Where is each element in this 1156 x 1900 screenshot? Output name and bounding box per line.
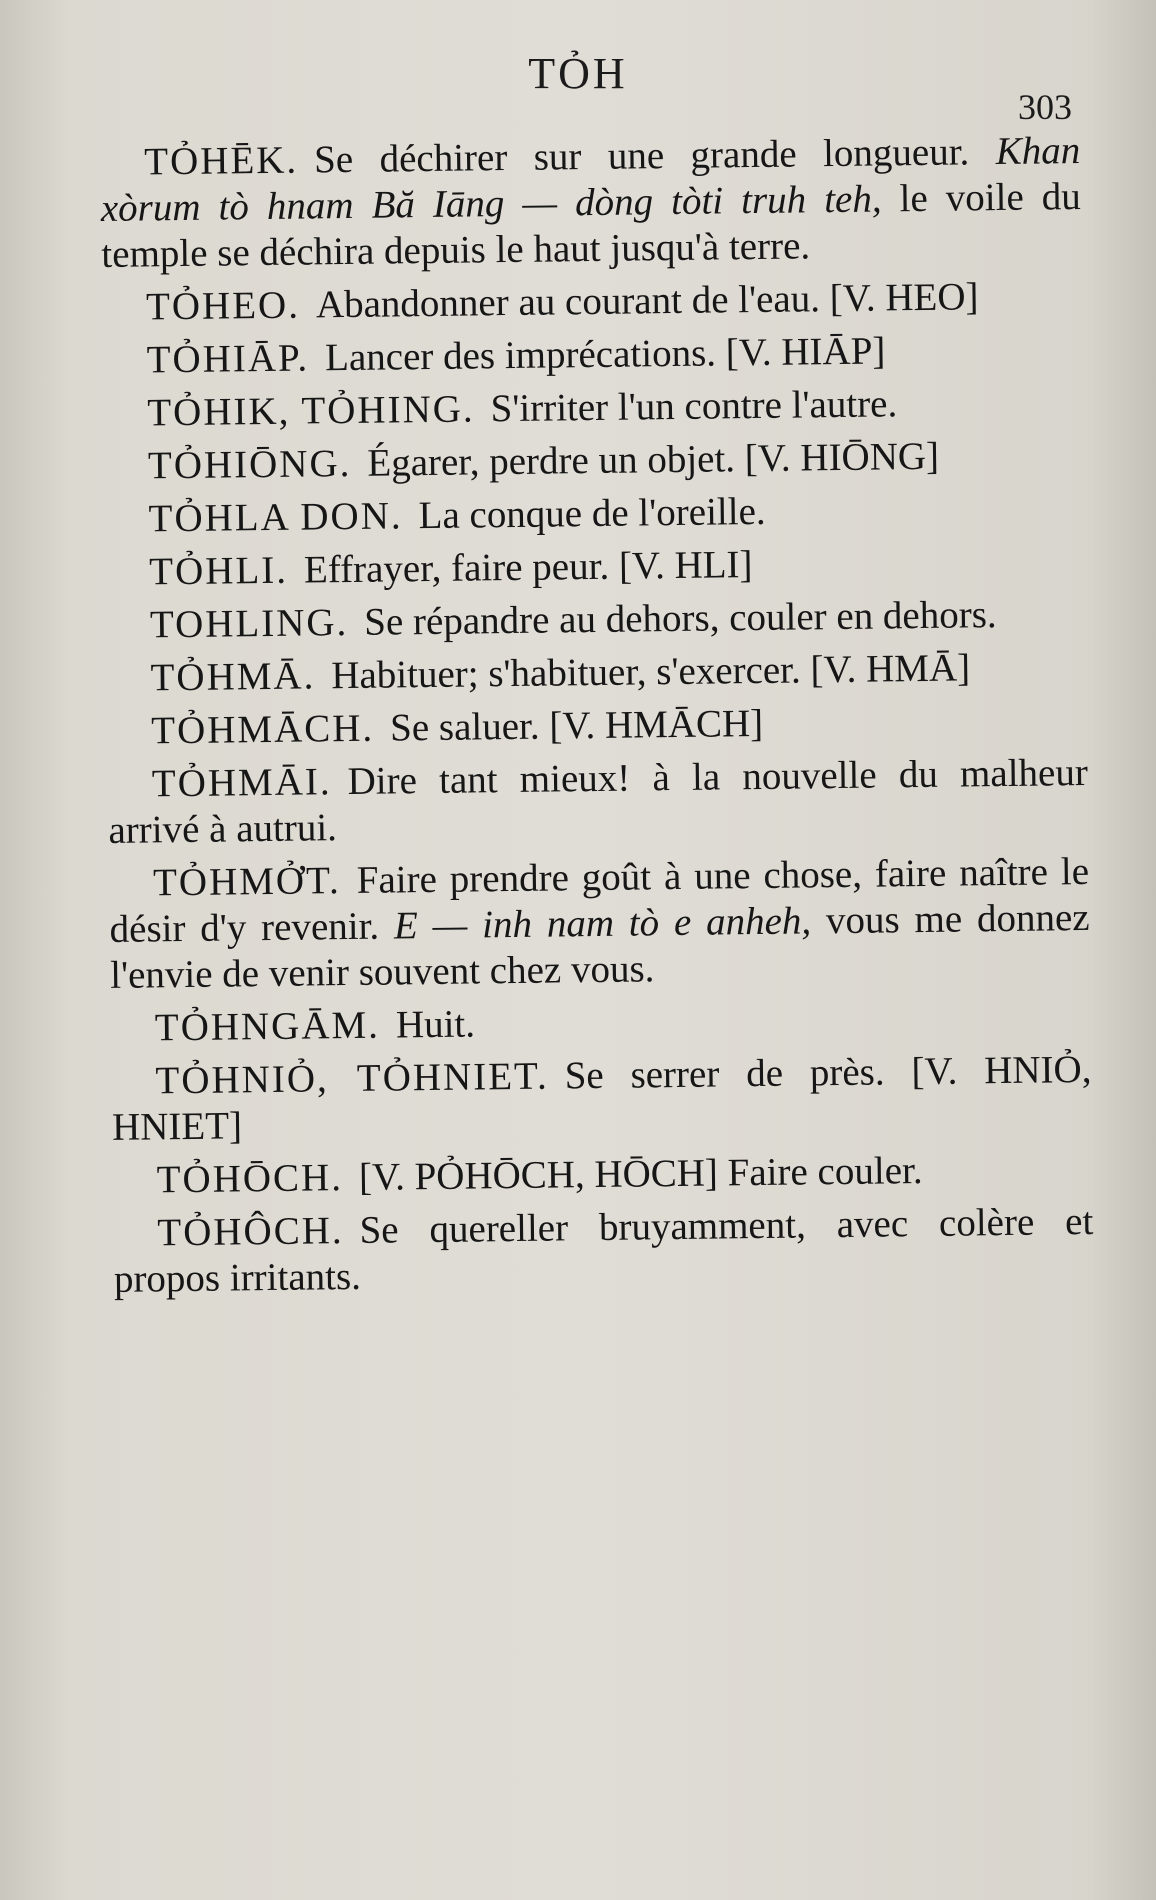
translation: vous me donnez l'envie de venir souvent chez vous. <box>109 895 1090 997</box>
definition: Dire tant mieux! à la nouvelle du malheur arrivé à autrui. <box>108 750 1089 852</box>
definition: Abandonner au courant de l'eau. [V. HEO] <box>315 275 979 327</box>
definition: Se serrer de près. [V. HNIỎ, HNIET] <box>111 1047 1092 1149</box>
dictionary-entry <box>112 1146 1092 1204</box>
headword: TỎHLA DON. <box>148 494 403 541</box>
dictionary-entry <box>102 326 1082 384</box>
definition: Se saluer. [V. HMĀCH] <box>389 701 764 750</box>
headword: TỎHIK, TỎHING. <box>147 387 475 435</box>
headword: TỎHNGĀM. <box>154 1003 381 1050</box>
dictionary-entry <box>113 1199 1094 1303</box>
definition: Habituer; s'habituer, s'exercer. [V. HMĀ] <box>331 646 971 698</box>
dictionary-entry <box>111 994 1091 1052</box>
headword: TỎHNIỎ, TỎHNIET. <box>155 1054 549 1103</box>
headword: TỎHMĀ. <box>150 654 316 700</box>
dictionary-entry <box>106 644 1086 702</box>
example: Khan xòrum tò hnam Bă Iāng — dòng tòti truh teh, <box>100 129 1081 230</box>
definition: Faire prendre goût à une chose, faire naître le désir d'y revenir. <box>109 849 1090 951</box>
dictionary-entry <box>107 697 1087 755</box>
running-title: TỎH <box>528 49 628 98</box>
dictionary-entry <box>100 128 1082 278</box>
translation: le voile du temple se déchira depuis le haut jusqu'à terre. <box>101 175 1082 276</box>
dictionary-entry <box>106 591 1086 649</box>
definition: S'irriter l'un contre l'autre. <box>490 382 898 431</box>
headword: TỎHÔCH. <box>157 1209 344 1255</box>
example: E — inh nam tò e anheh, <box>393 899 812 948</box>
definition: Huit. <box>395 1002 476 1047</box>
dictionary-entry <box>105 538 1085 596</box>
definition: Se quereller bruyamment, avec colère et propos irritants. <box>113 1199 1094 1301</box>
headword: TỎHĒK. <box>144 138 299 184</box>
definition: Lancer des imprécations. [V. HIĀP] <box>324 329 886 380</box>
headword: TỎHŌCH. <box>156 1156 344 1202</box>
headword: TỎHMĀCH. <box>150 706 375 753</box>
dictionary-entry <box>103 379 1083 437</box>
dictionary-entry <box>108 750 1089 854</box>
definition: Effrayer, faire peur. [V. HLI] <box>303 543 753 592</box>
definition: Égarer, perdre un objet. [V. HIŌNG] <box>367 434 940 485</box>
dictionary-entry <box>104 485 1084 543</box>
definition: La conque de l'oreille. <box>418 489 766 538</box>
definition: [V. PỎHŌCH, HŌCH] Faire couler. <box>358 1149 923 1199</box>
headword: TỎHEO. <box>145 283 301 329</box>
headword: TỎHIŌNG. <box>147 441 352 488</box>
page-number: 303 <box>1018 87 1072 127</box>
headword: TỎHMĀI. <box>151 760 332 806</box>
headword: TỎHMỞT. <box>152 859 342 905</box>
dictionary-entry <box>104 432 1084 490</box>
headword: TỎHLI. <box>149 548 289 594</box>
headword: TOHLING. <box>149 601 349 647</box>
dictionary-entry <box>102 273 1082 331</box>
dictionary-entry <box>111 1047 1092 1151</box>
definition: Se déchirer sur une grande longueur. <box>313 130 996 182</box>
definition: Se répandre au dehors, couler en dehors. <box>363 593 997 644</box>
dictionary-entry <box>109 849 1091 999</box>
dictionary-entries <box>100 128 1094 1310</box>
headword: TỎHIĀP. <box>146 336 310 382</box>
